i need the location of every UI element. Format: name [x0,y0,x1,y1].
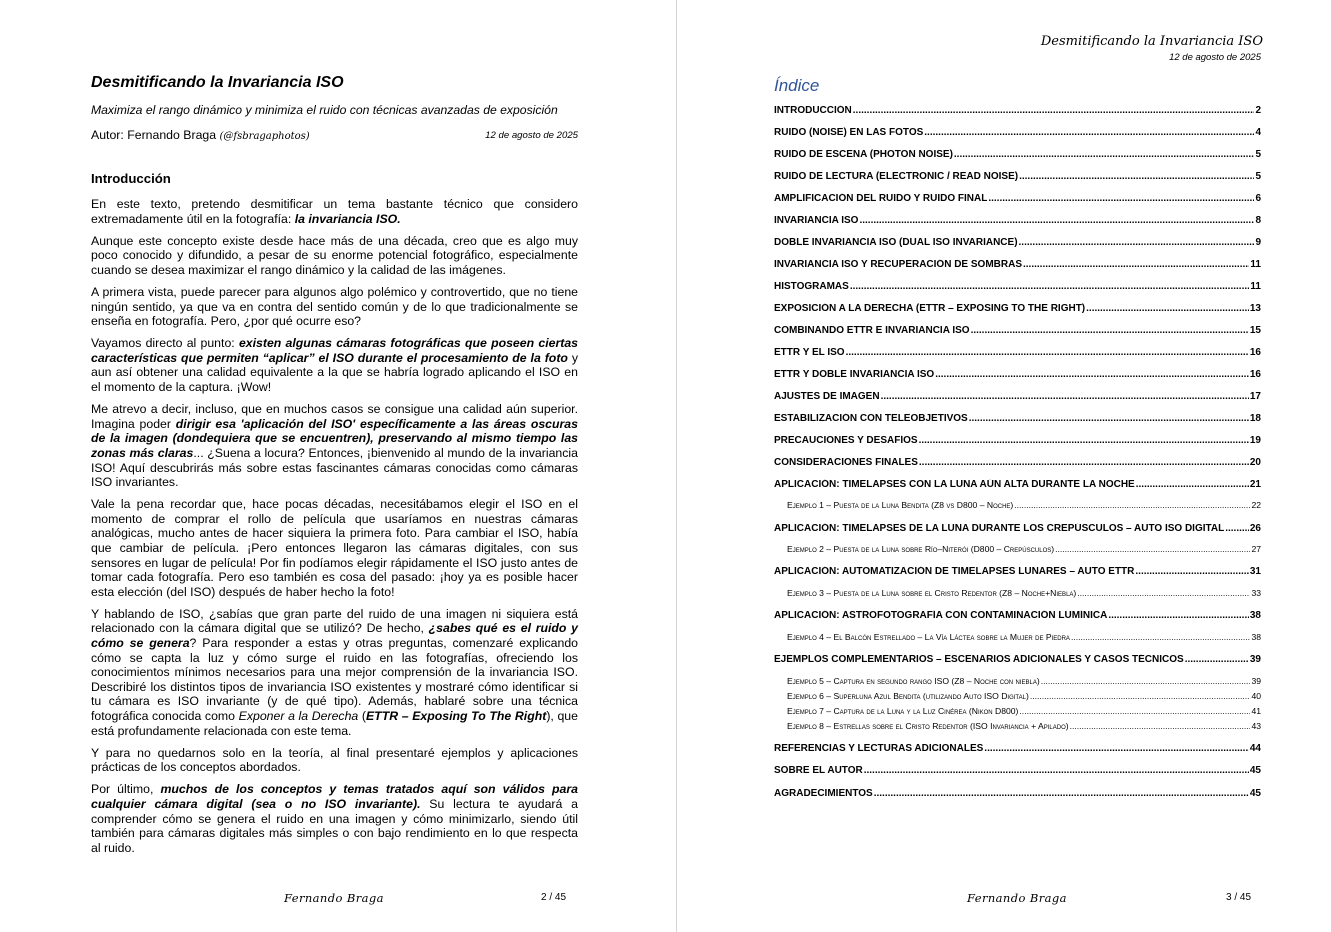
toc-entry-page: 39 [1251,676,1261,686]
text-run: y aun así obtener una calidad equivalente a la que se habría logrado aplicando el ISO en el momento de la captura. ¡Wow! [91,350,578,395]
toc-entry-label: REFERENCIAS Y LECTURAS ADICIONALES [774,743,984,754]
text-run: Su lectura te ayudará a comprender cómo se genera el ruido en una imagen y cómo minimizarlo, siendo útil también para cámaras digitales más simples o con bajo rendimiento en lo que respecta al ruido. [91,796,578,855]
toc-entry-label: INVARIANCIA ISO Y RECUPERACIÓN DE SOMBRAS [774,259,1022,270]
toc-leader-dots [1055,544,1250,554]
paragraph [91,607,578,738]
toc-leader-dots [935,369,1249,380]
emphasis-text: existen algunas cámaras fotográficas que poseen ciertas características que permiten “aplicar” el ISO durante el procesamiento de la foto [91,336,579,365]
toc-entry[interactable] [774,788,1261,799]
toc-entry-page: 31 [1249,566,1261,577]
toc-entry-page: 41 [1251,706,1261,716]
toc-leader-dots [1019,706,1250,716]
toc-entry-page: 43 [1251,721,1261,731]
toc-entry[interactable] [774,743,1261,754]
toc-entry-page: 18 [1249,413,1261,424]
footer-page-number: 2 / 45 [541,892,567,903]
footer-author-name: Fernando Braga [967,891,1067,905]
toc-entry-page: 40 [1251,691,1261,701]
toc-entry-label: SOBRE EL AUTOR [774,765,863,776]
toc-entry[interactable] [774,259,1261,270]
toc-leader-dots [1030,691,1251,701]
toc-leader-dots [874,788,1249,799]
toc-leader-dots [1019,171,1254,182]
toc-entry-label: ESTABILIZACIÓN CON TELEOBJETIVOS [774,413,968,424]
toc-entry-page: 27 [1251,544,1261,554]
paragraph [91,402,578,490]
text-run: Por último, [91,782,161,797]
toc-subentry[interactable] [787,721,1261,731]
toc-entry-page: 6 [1255,193,1261,204]
toc-leader-dots [919,435,1249,446]
toc-leader-dots [1136,479,1249,490]
toc-leader-dots [984,743,1249,754]
toc-leader-dots [881,391,1249,402]
text-run: En este texto, pretendo desmitificar un tema bastante técnico que considero extremadamente útil en la fotografía: [91,197,578,226]
toc-entry-page: 16 [1249,369,1261,380]
toc-leader-dots [969,413,1249,424]
toc-entry-label: EXPOSICIÓN A LA DERECHA (ETTR – EXPOSING TO THE RIGHT) [774,303,1086,314]
toc-entry-page: 17 [1249,391,1261,402]
toc-leader-dots [1135,566,1248,577]
toc-leader-dots [971,325,1249,336]
toc-entry[interactable] [774,105,1261,116]
toc-leader-dots [1108,610,1249,621]
section-heading-introduccion: Introducción [91,171,171,186]
text-run: ( [358,709,366,723]
toc-leader-dots [1086,303,1249,314]
toc-leader-dots [850,281,1250,292]
toc-entry-label: RUIDO DE LECTURA (ELECTRONIC / READ NOISE) [774,171,1019,182]
paragraph: Aunque este concepto existe desde hace más de una década, creo que es algo muy poco conocido y difundido, a pesar de su enorme potencial fotográfico, especialmente cuando se desea maximizar el rango dinámico y la calidad de las imágenes. [91,233,578,277]
toc-entry-page: 38 [1249,610,1261,621]
toc-leader-dots [924,127,1254,138]
author-handle: (@fsbragaphotos) [219,131,310,142]
toc-entry[interactable] [774,765,1261,776]
emphasis-text: ¿sabes qué es el ruido y cómo se genera [91,621,578,651]
author-line [91,128,578,142]
toc-subentry[interactable] [787,691,1261,701]
toc-entry[interactable] [774,171,1261,182]
toc-subentry[interactable] [787,676,1261,686]
right-page [677,0,1331,932]
toc-entry[interactable] [774,610,1261,621]
toc-entry-label: ETTR Y EL ISO [774,347,845,358]
document-date: 12 de agosto de 2025 [485,130,578,141]
toc-entry-page: 33 [1251,588,1261,598]
toc-entry-label: RUIDO (NOISE) EN LAS FOTOS [774,127,924,138]
toc-leader-dots [853,105,1255,116]
toc-entry[interactable] [774,325,1261,336]
toc-entry-label: APLICACIÓN: TIMELAPSES CON LA LUNA AÚN ALTA DURANTE LA NOCHE [774,479,1135,490]
toc-entry-page: 20 [1249,457,1261,468]
toc-entry-label: PRECAUCIONES Y DESAFÍOS [774,435,918,446]
paragraph [91,336,578,394]
toc-entry-page: 5 [1255,171,1261,182]
toc-entry-label: Ejemplo 6 – Superluna Azul Bendita (utilizando Auto ISO Digital) [787,691,1029,701]
toc-entry-label: AGRADECIMIENTOS [774,788,873,799]
toc-entry[interactable] [774,215,1261,226]
author-name: Autor: Fernando Braga [91,128,217,142]
toc-entry[interactable] [774,523,1261,534]
emphasis-text: ETTR – Exposing To The Right [365,709,547,723]
toc-leader-dots [954,149,1255,160]
toc-heading: Índice [774,76,820,95]
toc-leader-dots [1019,237,1255,248]
text-run: Y hablando de ISO, ¿sabías que gran parte del ruido de una imagen ni siquiera está relacionado con la cámara digital que se utilizó? De hecho, [91,606,578,636]
footer-author-name: Fernando Braga [284,891,384,905]
toc-subentry[interactable] [787,706,1261,716]
toc-entry-page: 44 [1249,743,1261,754]
toc-entry-page: 16 [1249,347,1261,358]
toc-entry-label: INVARIANCIA ISO [774,215,859,226]
toc-leader-dots [1014,500,1250,510]
toc-leader-dots [1041,676,1251,686]
toc-entry-label: Ejemplo 7 – Captura de la Luna y la Luz Cinérea (Nikon D800) [787,706,1019,716]
paragraph: Y para no quedarnos solo en la teoría, al final presentaré ejemplos y aplicaciones prácticas de los conceptos abordados. [91,745,578,775]
running-title: Desmitificando la Invariancia ISO [1040,34,1263,49]
toc-entry-label: Ejemplo 3 – Puesta de la Luna sobre el Cristo Redentor (Z8 – Noche+Niebla) [787,588,1077,598]
toc-entry-page: 26 [1249,523,1261,534]
toc-entry[interactable] [774,413,1261,424]
toc-entry[interactable] [774,435,1261,446]
running-date: 12 de agosto de 2025 [1169,52,1261,63]
toc-leader-dots [1070,721,1251,731]
italic-text: Exponer a la Derecha [238,709,359,723]
text-run: ... ¿Suena a locura? Entonces, ¡bienvenido al mundo de la invariancia ISO! Aquí descubrirás más sobre estas fascinantes cámaras conocidas como cámaras ISO invariantes. [91,445,578,490]
toc-leader-dots [919,457,1249,468]
toc-entry-page: 15 [1249,325,1261,336]
text-run: Vayamos directo al punto: [91,336,239,351]
toc-leader-dots [1023,259,1249,270]
paragraph: A primera vista, puede parecer para algunos algo polémico y controvertido, que no tiene ningún sentido, ya que va en contra del sentido común y de lo que tradicionalmente se enseña en fotografía. Pero, ¿por qué ocurre eso? [91,284,578,329]
emphasis-text: muchos de los conceptos y temas tratados aquí son válidos para cualquier cámara digital (sea o no ISO invariante). [91,782,578,811]
footer-page-number: 3 / 45 [1226,892,1252,903]
toc-leader-dots [1071,632,1251,642]
emphasis-text: dirigir esa 'aplicación del ISO' específicamente a las áreas oscuras de la imagen (dondequiera que se encuentren), preservando al mismo tiempo las zonas más claras [91,416,578,460]
toc-entry-label: Ejemplo 8 – Estrellas sobre el Cristo Redentor (ISO Invariancia + Apilado) [787,721,1069,731]
toc-entry[interactable] [774,391,1261,402]
paragraph [91,197,578,226]
document-title: Desmitificando la Invariancia ISO [91,74,344,91]
toc-leader-dots [864,765,1249,776]
toc-leader-dots [1185,654,1249,665]
toc-entry-label: COMBINANDO ETTR E INVARIANCIA ISO [774,325,970,336]
toc-entry-page: 21 [1249,479,1261,490]
document-subtitle: Maximiza el rango dinámico y minimiza el ruido con técnicas avanzadas de exposición [91,103,558,117]
toc-entry-label: Ejemplo 2 – Puesta de la Luna sobre Río–Niterói (D800 – Crepúsculos) [787,544,1055,554]
toc-entry-page: 39 [1249,654,1261,665]
toc-entry[interactable] [774,237,1261,248]
toc-entry-page: 11 [1250,259,1261,270]
toc-subentry[interactable] [787,632,1261,642]
toc-leader-dots [988,193,1254,204]
toc-entry-label: Ejemplo 5 – Captura en segundo rango ISO (Z8 – Noche con niebla) [787,676,1040,686]
toc-leader-dots [1225,523,1249,534]
toc-entry-page: 9 [1255,237,1261,248]
toc-subentry[interactable] [787,500,1261,510]
toc-subentry[interactable] [787,588,1261,598]
toc-entry-label: RUIDO DE ESCENA (PHOTON NOISE) [774,149,953,160]
toc-entry-label: DOBLE INVARIANCIA ISO (DUAL ISO INVARIANCE) [774,237,1018,248]
emphasis-text: la invariancia ISO. [294,211,401,226]
toc-entry-page: 19 [1249,435,1261,446]
toc-entry-page: 2 [1255,105,1261,116]
toc-entry-page: 11 [1250,281,1261,292]
toc-entry-label: INTRODUCCIÓN [774,105,852,116]
toc-entry-label: Ejemplo 4 – El Balcón Estrellado – La Vía Láctea sobre la Mujer de Piedra [787,632,1070,642]
toc-entry[interactable] [774,281,1261,292]
paragraph: Vale la pena recordar que, hace pocas décadas, necesitábamos elegir el ISO en el momento de comprar el rollo de película que usaríamos en nuestras cámaras analógicas, mucho antes de hacer siquiera la primera foto. Para cambiar el ISO, había que cambiar de película. ¡Pero entonces llegaron las cámaras digitales, con sus sensores en lugar de película! Por fin podíamos elegir rápidamente el ISO justo antes de tomar cada fotografía. Pero eso también es cosa del pasado: ¡hoy ya es posible hacer esta elección (del ISO) después de haber hecho la foto! [91,497,578,599]
toc-entry-label: AJUSTES DE IMAGEN [774,391,880,402]
toc-entry[interactable] [774,127,1261,138]
toc-leader-dots [846,347,1249,358]
text-run: Me atrevo a decir, incluso, que en muchos casos se consigue una calidad aún superior. Imagina poder [91,402,578,431]
toc-entry[interactable] [774,457,1261,468]
toc-entry-label: APLICACIÓN: ASTROFOTOGRAFÍA CON CONTAMINACIÓN LUMÍNICA [774,610,1108,621]
toc-entry-label: CONSIDERACIONES FINALES [774,457,918,468]
toc-entry-page: 13 [1249,303,1261,314]
toc-entry[interactable] [774,479,1261,490]
toc-entry[interactable] [774,193,1261,204]
toc-entry-page: 45 [1249,788,1261,799]
toc-entry-label: HISTOGRAMAS [774,281,849,292]
toc-entry[interactable] [774,566,1261,577]
toc-entry[interactable] [774,149,1261,160]
toc-leader-dots [859,215,1254,226]
text-run: ? Para responder a estas y otras preguntas, comenzaré explicando cómo se capta la luz y cómo surge el ruido en las fotografías, ofreciendo los conocimientos mínimos necesarios para una mejor comprensión de la invariancia ISO. Describiré los distintos tipos de invariancia ISO existentes y mostraré cómo identificar si tu cámara es ISO invariante (y de qué tipo). Además, hablaré sobre una técnica fotográfica conocida como [91,636,578,723]
toc-entry-label: EJEMPLOS COMPLEMENTARIOS – ESCENARIOS ADICIONALES Y CASOS TÉCNICOS [774,654,1184,665]
toc-entry-page: 45 [1249,765,1261,776]
toc-entry-label: APLICACIÓN: AUTOMATIZACIÓN DE TIMELAPSES LUNARES – AUTO ETTR [774,566,1135,577]
toc-entry[interactable] [774,347,1261,358]
toc-entry-label: APLICACIÓN: TIMELAPSES DE LA LUNA DURANTE LOS CREPÚSCULOS – AUTO ISO DIGITAL [774,523,1225,534]
toc-entry-page: 4 [1255,127,1261,138]
text-run: ), que está profundamente relacionada con este tema. [91,709,578,738]
paragraph [91,782,578,855]
toc-entry[interactable] [774,303,1261,314]
toc-entry-label: ETTR Y DOBLE INVARIANCIA ISO [774,369,935,380]
toc-entry-label: AMPLIFICACIÓN DEL RUIDO Y RUIDO FINAL [774,193,988,204]
toc-entry-label: Ejemplo 1 – Puesta de la Luna Bendita (Z8 vs D800 – Noche) [787,500,1014,510]
toc-entry[interactable] [774,369,1261,380]
toc-entry-page: 5 [1255,149,1261,160]
toc-subentry[interactable] [787,544,1261,554]
body-text [91,197,578,863]
toc-leader-dots [1077,588,1250,598]
toc-entry[interactable] [774,654,1261,665]
toc-entry-page: 8 [1255,215,1261,226]
toc-entry-page: 38 [1251,632,1261,642]
toc-entry-page: 22 [1251,500,1261,510]
